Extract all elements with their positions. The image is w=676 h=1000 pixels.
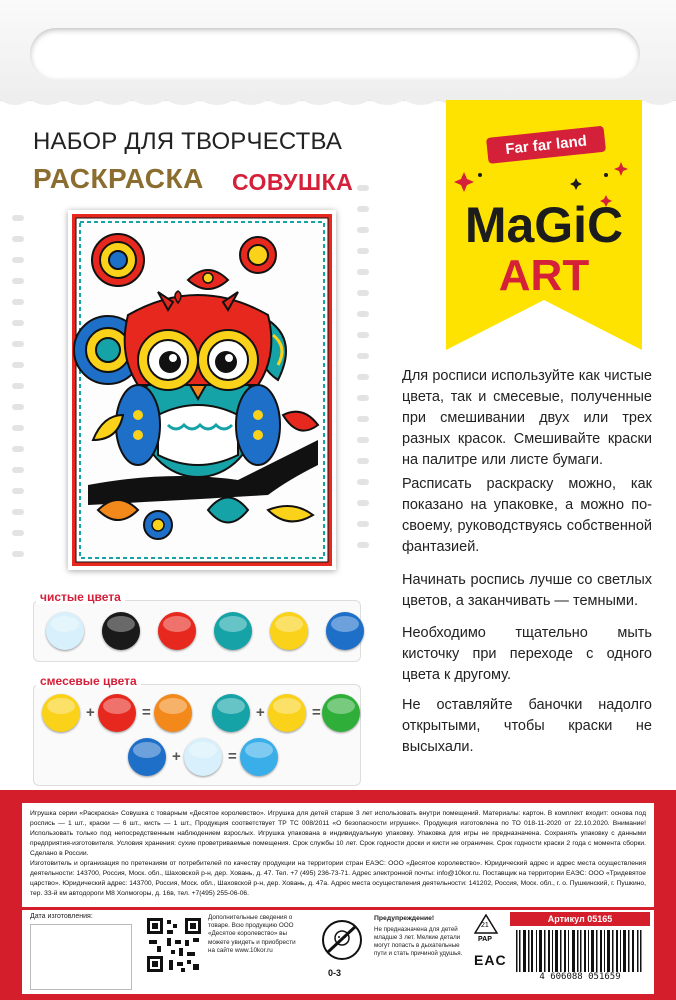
recycle-label: PAP: [478, 936, 492, 943]
equals-sign: =: [142, 704, 151, 721]
warning-title: Предупреждение!: [374, 915, 435, 922]
mix2-result: [322, 694, 360, 732]
qr-caption: Дополнительные сведения о товаре. Всю продукцию ООО «Десятое королевство» вы можете увидеть и приобрести на сайте www.10kor.ru: [208, 914, 296, 954]
qr-code: [145, 916, 203, 974]
artwork-sample: [68, 210, 336, 570]
mix3-b: [184, 738, 222, 776]
instruction-1: Для росписи используйте как чистые цвета, так и смесевые, полученные при смешивании двух или трех разных красок. Смешивайте краски на палитре или листе бумаги.: [402, 368, 652, 468]
kit-title: НАБОР ДЛЯ ТВОРЧЕСТВА: [33, 128, 343, 155]
mix1-result: [154, 694, 192, 732]
pure-color-swatch: [46, 612, 84, 650]
plus-sign: +: [172, 748, 181, 765]
equals-sign: =: [312, 704, 321, 721]
mixed-colors-label: смесевые цвета: [36, 674, 141, 688]
warning-text: Не предназначена для детей младше 3 лет. Мелкие детали могут попасть в дыхательные пути и стать причиной удушья.: [374, 926, 463, 957]
equals-sign: =: [228, 748, 237, 765]
mix3-result: [240, 738, 278, 776]
pure-color-swatch: [214, 612, 252, 650]
plus-sign: +: [256, 704, 265, 721]
owl-illustration: [68, 210, 336, 570]
article-number: Артикул 05165: [510, 912, 650, 926]
pure-color-swatch: [102, 612, 140, 650]
hang-slot: [30, 28, 640, 80]
age-warning-icon: [318, 918, 366, 980]
maker-logo: Far far land: [504, 132, 588, 158]
brand-ribbon: [446, 100, 642, 350]
brand-magic: MaGiC: [464, 197, 624, 253]
punch-holes-left: [12, 215, 24, 572]
legal-text: [22, 803, 654, 907]
pure-color-swatch: [270, 612, 308, 650]
eac-mark: EAC: [474, 952, 507, 968]
pure-color-swatch: [158, 612, 196, 650]
instruction-4: Необходимо тщательно мыть кисточку при переходе с одного цвета к другому.: [402, 625, 652, 683]
product-type: РАСКРАСКА: [33, 163, 204, 194]
date-label: Дата изготовления:: [30, 913, 93, 920]
legal-product-info: Игрушка серии «Раскраска» Совушка с товарным «Десятое королевство». Игрушка для детей старше 3 лет использовать внутри помещений. Материалы: картон. В комплект входит: основа под роспись — 1 шт., краски — 6 шт., кисть — 1 шт., Продукция соответствует ТР ТС 008/2011 «О безопасности игрушек». Продукция изготовлена по ТО 018-11-2020 от 22.10.2020. Внимание! Использовать только под непосредственным наблюдением взрослых. Игрушка упакована в индивидуальную упаковку. Упаковка для игры не предназначена. Сохранять упаковку с данными предприятия-изготовителя. Условия хранения: сухие проветриваемые помещения. Срок службы 10 лет. Срок годности доски и кисти не ограничен. Срок годности краски 2 года с момента сборки. Сделано в России.: [30, 810, 646, 857]
instruction-3: Начинать роспись лучше со светлых цветов, а заканчивать — темными.: [402, 572, 652, 609]
pure-color-swatch: [326, 612, 364, 650]
instruction-5: Не оставляйте баночки надолго открытыми, чтобы краски не высыхали.: [402, 697, 652, 755]
mix2-a: [212, 694, 250, 732]
age-badge: 0-3: [328, 968, 342, 978]
date-field: [30, 924, 132, 990]
mix3-a: [128, 738, 166, 776]
pure-colors-label: чистые цвета: [36, 590, 125, 604]
recycle-number: 21: [481, 922, 489, 929]
plus-sign: +: [86, 704, 95, 721]
mix2-b: [268, 694, 306, 732]
mix1-b: [98, 694, 136, 732]
product-name: СОВУШКА: [232, 169, 354, 195]
brand-art: ART: [498, 251, 590, 300]
instruction-2: Расписать раскраску можно, как показано на упаковке, а можно по-своему, руководствуясь собственной фантазией.: [402, 476, 652, 555]
barcode-digits: 4 606088 051659: [512, 972, 648, 982]
punch-holes-right: [357, 185, 369, 563]
mix1-a: [42, 694, 80, 732]
legal-manufacturer-info: Изготовитель и организация по претензиям от потребителей по качеству продукции на территории стран ЕАЭС: ООО «Десятое королевство». Юридический адрес и адрес места осуществления деятельности: 143700, Россия, Моск. обл., Шаховской р-н, дер. Ховань, д. 47. Тел. +7 (495) 236-73-71. Адрес электронной почты: info@10kor.ru. Поставщик на территории ЕАЭС: ООО «Тридевятое царство». Юридический адрес: 143700, Россия, Моск. обл., Шаховской р-н, дер. Ховань, д. 47а. Адрес места осуществления деятельности: 141202, Россия, Моск. обл., г. о. Пушкинский, г. Пушкино, тер. 33-й км автодороги М8 Холмогоры, д. 16в, тел. +7(495) 255-06-06.: [30, 860, 646, 897]
